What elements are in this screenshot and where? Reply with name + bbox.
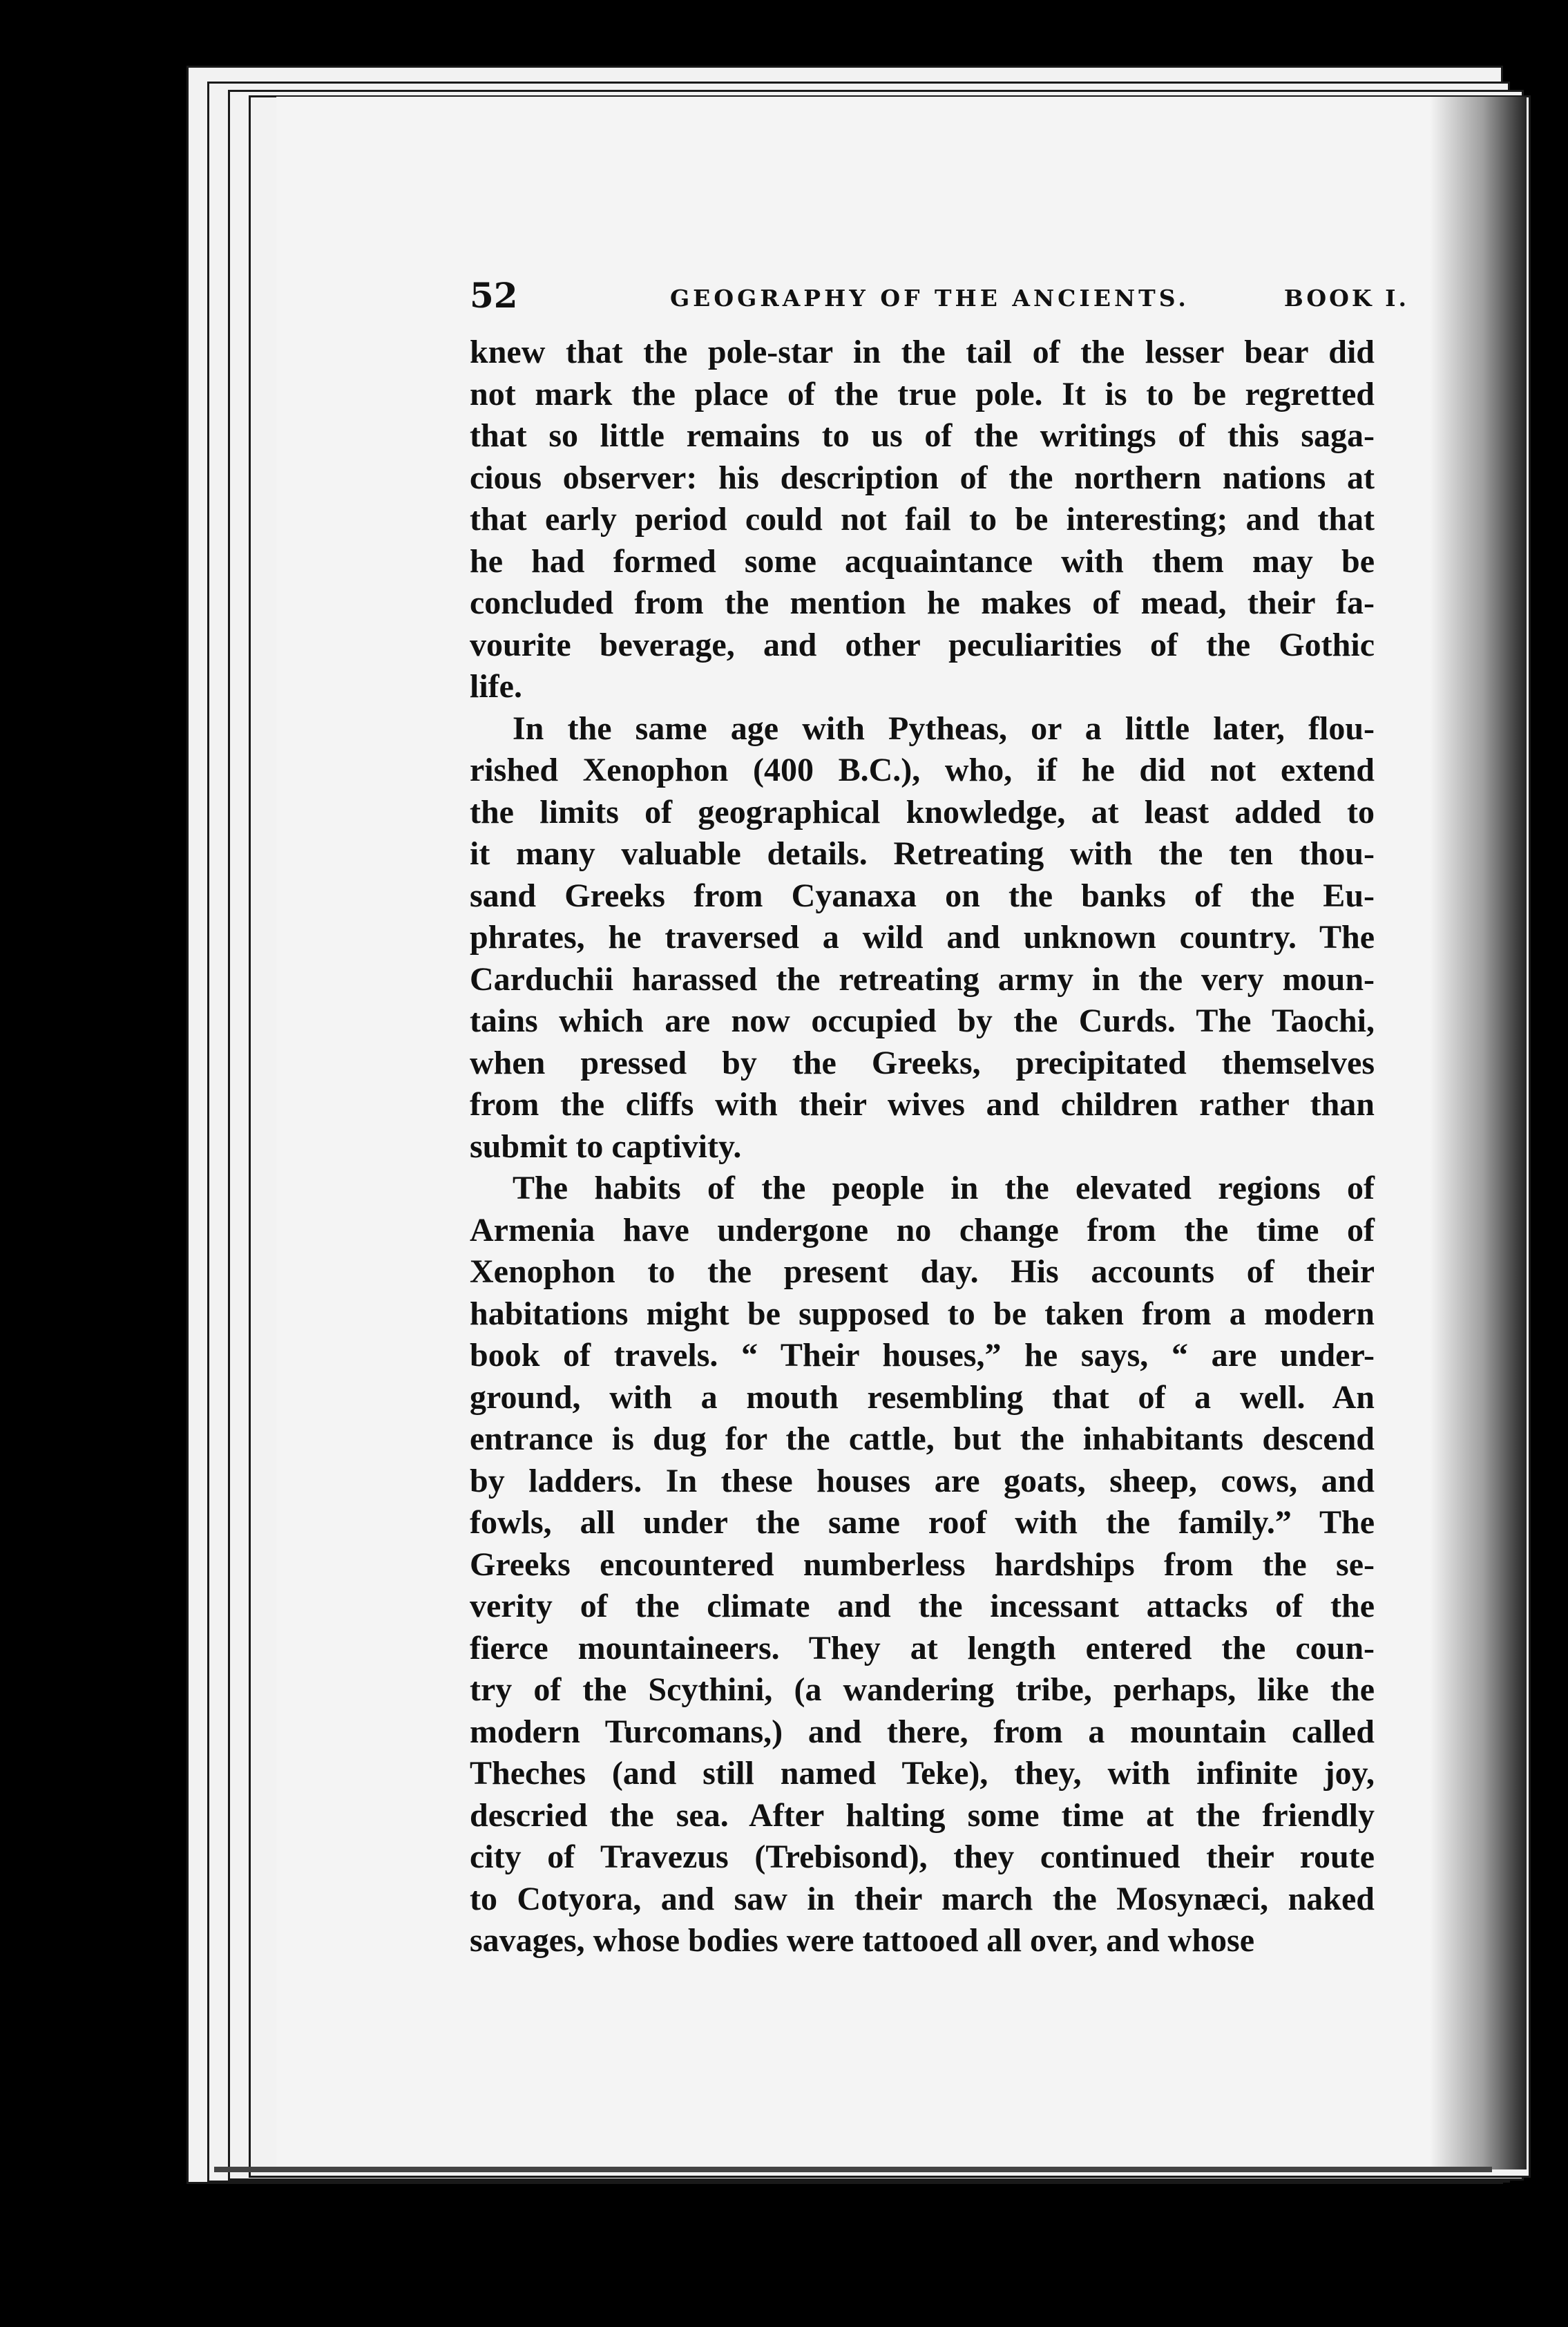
text-line: he had formed some acquaintance with them may be <box>470 542 1375 580</box>
text-line: the limits of geographical knowledge, at least added to <box>470 793 1375 830</box>
running-title: GEOGRAPHY OF THE ANCIENTS. <box>670 285 1189 312</box>
text-line: try of the Scythini, (a wandering tribe, perhaps, like the <box>470 1671 1375 1708</box>
running-header <box>470 275 1409 316</box>
text-line: Carduchii harassed the retreating army in the very moun- <box>470 960 1375 998</box>
text-line: entrance is dug for the cattle, but the inhabitants descend <box>470 1421 1375 1457</box>
paragraph <box>470 1168 1375 1962</box>
paragraph <box>470 708 1375 1168</box>
text-line: not mark the place of the true pole. It is to be regretted <box>470 375 1375 412</box>
page-bottom-edge <box>214 2167 1492 2172</box>
text-line: sand Greeks from Cyanaxa on the banks of the Eu- <box>470 877 1375 914</box>
text-line: descried the sea. After halting some time at the friendly <box>470 1796 1375 1834</box>
text-line: Xenophon to the present day. His accounts of their <box>470 1253 1375 1290</box>
text-line: savages, whose bodies were tattooed all over, and whose <box>470 1922 1254 1959</box>
text-line: when pressed by the Greeks, precipitated themselves <box>470 1044 1375 1081</box>
text-line: Greeks encountered numberless hardships from the se- <box>470 1546 1375 1583</box>
text-line: In the same age with Pytheas, or a little later, flou- <box>513 710 1375 747</box>
text-line: Armenia have undergone no change from the time of <box>470 1211 1375 1248</box>
text-line: life. <box>470 668 522 705</box>
text-line: rished Xenophon (400 B.C.), who, if he did not extend <box>470 752 1375 788</box>
text-line: that so little remains to us of the writings of this saga- <box>470 417 1375 454</box>
text-line: vourite beverage, and other peculiarities of the Gothic <box>470 626 1375 663</box>
text-line: knew that the pole-star in the tail of the lesser bear did <box>470 334 1375 370</box>
paragraph <box>470 332 1375 708</box>
text-line: ground, with a mouth resembling that of a well. An <box>470 1378 1375 1416</box>
text-line: city of Travezus (Trebisond), they continued their route <box>470 1839 1375 1875</box>
page-number: 52 <box>470 275 518 316</box>
text-line: habitations might be supposed to be taken from a modern <box>470 1295 1375 1332</box>
text-line: fowls, all under the same roof with the family.” The <box>470 1504 1375 1541</box>
text-line: modern Turcomans,) and there, from a mountain called <box>470 1713 1375 1750</box>
text-line: submit to captivity. <box>470 1128 742 1165</box>
text-line: by ladders. In these houses are goats, sheep, cows, and <box>470 1462 1375 1499</box>
text-line: book of travels. “ Their houses,” he says, “ are under- <box>470 1337 1375 1374</box>
text-line: The habits of the people in the elevated regions of <box>513 1170 1375 1206</box>
text-line: to Cotyora, and saw in their march the Mosynæci, naked <box>470 1880 1375 1917</box>
text-line: tains which are now occupied by the Curds. The Taochi, <box>470 1003 1375 1039</box>
text-line: that early period could not fail to be interesting; and that <box>470 501 1375 538</box>
body-text <box>470 332 1375 1962</box>
text-line: it many valuable details. Retreating with the ten thou- <box>470 835 1375 872</box>
text-line: cious observer: his description of the northern nations at <box>470 459 1375 496</box>
book-label: BOOK I. <box>1283 285 1409 312</box>
text-line: Theches (and still named Teke), they, with infinite joy, <box>470 1755 1375 1792</box>
text-line: from the cliffs with their wives and children rather than <box>470 1086 1375 1123</box>
text-line: fierce mountaineers. They at length entered the coun- <box>470 1629 1375 1666</box>
text-line: verity of the climate and the incessant attacks of the <box>470 1588 1375 1624</box>
text-line: phrates, he traversed a wild and unknown country. The <box>470 919 1375 956</box>
page-spine-shadow <box>1430 97 1527 2169</box>
text-line: concluded from the mention he makes of mead, their fa- <box>470 585 1375 621</box>
